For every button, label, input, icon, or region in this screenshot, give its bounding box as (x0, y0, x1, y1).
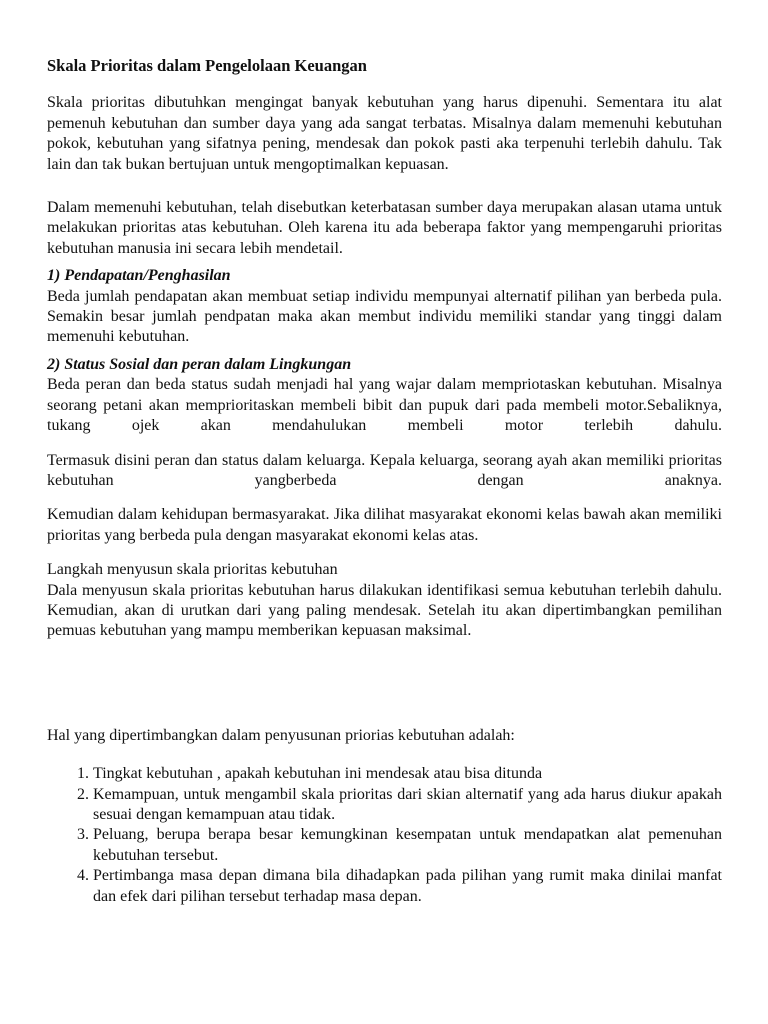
considerations-list (47, 764, 722, 907)
document-page (47, 56, 722, 907)
section-body-family-role: Termasuk disini peran dan status dalam keluarga. Kepala keluarga, seorang ayah akan memiliki prioritas kebutuhan yangberbeda dengan anaknya. (47, 451, 722, 489)
section-body-steps: Dala menyusun skala prioritas kebutuhan harus dilakukan identifikasi semua kebutuhan terlebih dahulu. Kemudian, akan di urutkan dari yang paling mendesak. Setelah itu akan dipertimbangkan pemilihan pemuas kebutuhan yang mampu memberikan kepuasan maksimal. (47, 581, 722, 640)
list-item: 3. Peluang, berupa berapa besar kemungkinan kesempatan untuk mendapatkan alat pemenuhan kebutuhan tersebut. (93, 825, 722, 866)
section-heading-steps: Langkah menyusun skala prioritas kebutuhan (47, 561, 338, 579)
section-body-community: Kemudian dalam kehidupan bermasyarakat. Jika dilihat masyarakat ekonomi kelas bawah akan memiliki prioritas yang berbeda pula dengan masyarakat ekonomi kelas atas. (47, 506, 722, 544)
section-heading-social-status: 2) Status Sosial dan peran dalam Lingkungan (47, 355, 352, 373)
list-item: 4. Pertimbanga masa depan dimana bila dihadapkan pada pilihan yang rumit maka dinilai manfat dan efek dari pilihan tersebut terhadap masa depan. (93, 866, 722, 907)
considerations-intro: Hal yang dipertimbangkan dalam penyusunan priorias kebutuhan adalah: (47, 726, 515, 744)
section-body-income: Beda jumlah pendapatan akan membuat setiap individu mempunyai alternatif pilihan yan berbeda pula. Semakin besar jumlah pendpatan maka akan membut individu memiliki standar yang tinggi dalam memenuhi kebutuhan. (47, 287, 722, 346)
section-heading-income: 1) Pendapatan/Penghasilan (47, 267, 231, 285)
document-title: Skala Prioritas dalam Pengelolaan Keuangan (47, 56, 367, 75)
list-item: 2. Kemampuan, untuk mengambil skala prioritas dari skian alternatif yang ada harus diukur apakah sesuai dengan kemampuan atau tidak. (93, 785, 722, 826)
intro-paragraph: Skala prioritas dibutuhkan mengingat banyak kebutuhan yang harus dipenuhi. Sementara itu alat pemenuh kebutuhan dan sumber daya yang ada sangat terbatas. Misalnya dalam memenuhi kebutuhan pokok, kebutuhan yang sifatnya pening, mendesak dan pokok pasti aka terpenuhi terlebih dahulu. Tak lain dan tak bukan bertujuan untuk mengoptimalkan kepuasan. (47, 94, 722, 173)
factors-intro-paragraph: Dalam memenuhi kebutuhan, telah disebutkan keterbatasan sumber daya merupakan alasan utama untuk melakukan prioritas atas kebutuhan. Oleh karena itu ada beberapa faktor yang mempengaruhi prioritas kebutuhan manusia ini secara lebih mendetail. (47, 199, 722, 257)
list-item: 1. Tingkat kebutuhan , apakah kebutuhan ini mendesak atau bisa ditunda (93, 764, 722, 784)
section-body-social-status: Beda peran dan beda status sudah menjadi hal yang wajar dalam mempriotaskan kebutuhan. Misalnya seorang petani akan memprioritaskan membeli bibit dan pupuk dari pada membeli motor.Sebaliknya, tukang ojek akan mendahulukan membeli motor terlebih dahulu. (47, 376, 722, 435)
